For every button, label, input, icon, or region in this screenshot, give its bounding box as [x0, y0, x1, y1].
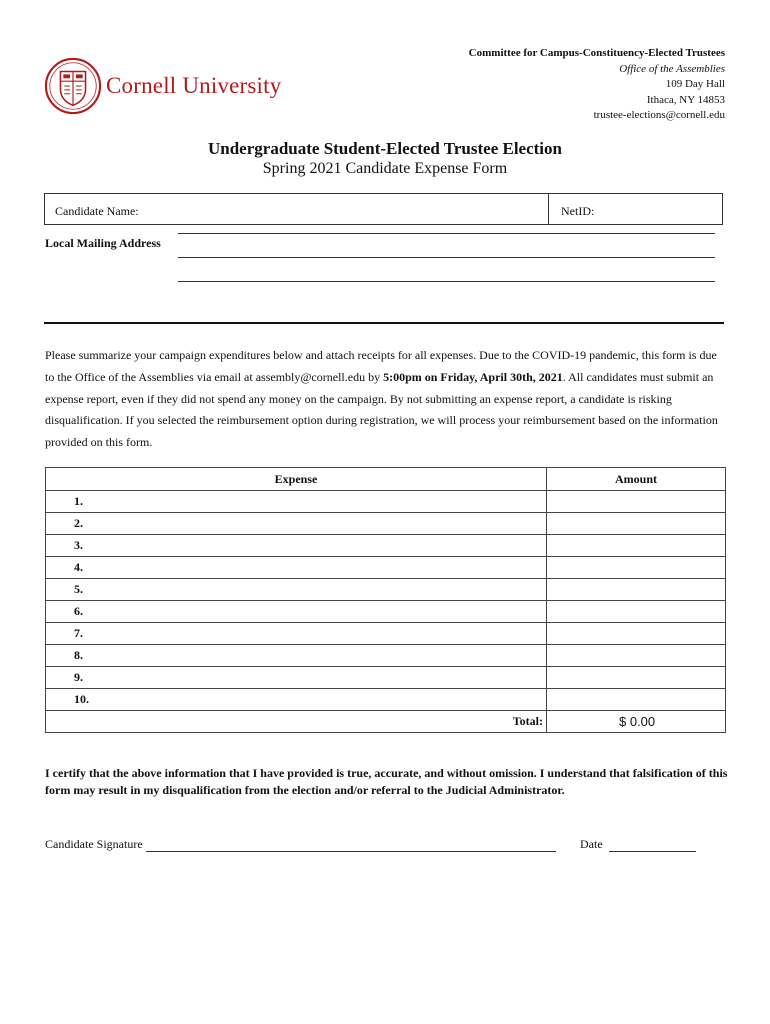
amount-cell[interactable]: [547, 601, 726, 623]
mailing-address-line-2[interactable]: [178, 257, 715, 258]
expense-cell[interactable]: 10.: [46, 689, 547, 711]
mailing-address-line-1[interactable]: [178, 233, 715, 234]
city-state-zip: Ithaca, NY 14853: [646, 93, 725, 106]
signature-line[interactable]: [146, 838, 556, 852]
table-row: [46, 623, 726, 645]
street-address: 109 Day Hall: [665, 78, 725, 90]
amount-cell[interactable]: [547, 623, 726, 645]
instructions-text-2: . All candidates must submit an expense report, even if they did not spend any money on the campaign. By not submitting an expense report, a candidate is risking disqualification. If you selected the reimbursement option during registration, we will process your reimbursement based on the information provided on this form.: [45, 369, 718, 450]
instructions-paragraph: [45, 345, 727, 454]
signature-block: [45, 837, 556, 852]
expense-column-header: Expense: [46, 468, 547, 491]
form-title: Undergraduate Student-Elected Trustee Election: [208, 139, 562, 158]
amount-cell[interactable]: [547, 535, 726, 557]
signature-label: Candidate Signature: [45, 837, 143, 851]
candidate-name-field[interactable]: [45, 194, 549, 224]
committee-name: Committee for Campus-Constituency-Elected Trustees: [468, 47, 725, 59]
table-row: [46, 513, 726, 535]
candidate-name-label: Candidate Name:: [55, 204, 139, 218]
table-row: [46, 579, 726, 601]
total-amount-field[interactable]: $ 0.00: [547, 711, 726, 733]
amount-cell[interactable]: [547, 667, 726, 689]
expense-cell[interactable]: 2.: [46, 513, 547, 535]
table-row: [46, 601, 726, 623]
expense-cell[interactable]: 9.: [46, 667, 547, 689]
table-row: [46, 645, 726, 667]
office-address: [469, 46, 725, 124]
expense-cell[interactable]: 6.: [46, 601, 547, 623]
date-label: Date: [580, 837, 603, 851]
contact-email: trustee-elections@cornell.edu: [593, 109, 725, 121]
cornell-seal-icon: [44, 57, 102, 115]
expense-cell[interactable]: 1.: [46, 491, 547, 513]
expense-table: [45, 467, 726, 733]
expense-cell[interactable]: 5.: [46, 579, 547, 601]
amount-column-header: Amount: [547, 468, 726, 491]
table-header-row: [46, 468, 726, 491]
date-block: [580, 837, 696, 852]
university-name: Cornell University: [106, 73, 282, 98]
table-row: [46, 491, 726, 513]
amount-cell[interactable]: [547, 513, 726, 535]
mailing-address-label: Local Mailing Address: [45, 236, 161, 250]
office-name: Office of the Assemblies: [619, 62, 725, 75]
netid-label: NetID:: [561, 204, 595, 218]
deadline-text: 5:00pm on Friday, April 30th, 2021: [383, 369, 563, 384]
amount-cell[interactable]: [547, 491, 726, 513]
certification-statement: I certify that the above information that I have provided is true, accurate, and without omission. I understand that falsification of this form may result in my disqualification from the election and/or referral to the Judicial Administrator.: [45, 766, 728, 797]
candidate-info-box: [44, 193, 723, 225]
amount-cell[interactable]: [547, 645, 726, 667]
netid-field[interactable]: [549, 194, 722, 224]
total-row: [46, 711, 726, 733]
table-row: [46, 689, 726, 711]
amount-cell[interactable]: [547, 579, 726, 601]
expense-cell[interactable]: 7.: [46, 623, 547, 645]
total-label: Total:: [46, 711, 547, 733]
table-row: [46, 557, 726, 579]
table-row: [46, 667, 726, 689]
cornell-logo: [44, 57, 281, 115]
expense-cell[interactable]: 4.: [46, 557, 547, 579]
mailing-address-line-3[interactable]: [178, 281, 715, 282]
amount-cell[interactable]: [547, 557, 726, 579]
amount-cell[interactable]: [547, 689, 726, 711]
instructions-text-1: Please summarize your campaign expenditures below and attach receipts for all expenses. Due to the COVID-19 pandemic, this form is due to the Office of the Assemblies via email at assembly@cornell.edu by: [45, 348, 717, 384]
expense-cell[interactable]: 8.: [46, 645, 547, 667]
date-line[interactable]: [609, 838, 696, 852]
form-subtitle: Spring 2021 Candidate Expense Form: [262, 160, 508, 177]
expense-cell[interactable]: 3.: [46, 535, 547, 557]
section-divider: [44, 322, 724, 324]
table-row: [46, 535, 726, 557]
